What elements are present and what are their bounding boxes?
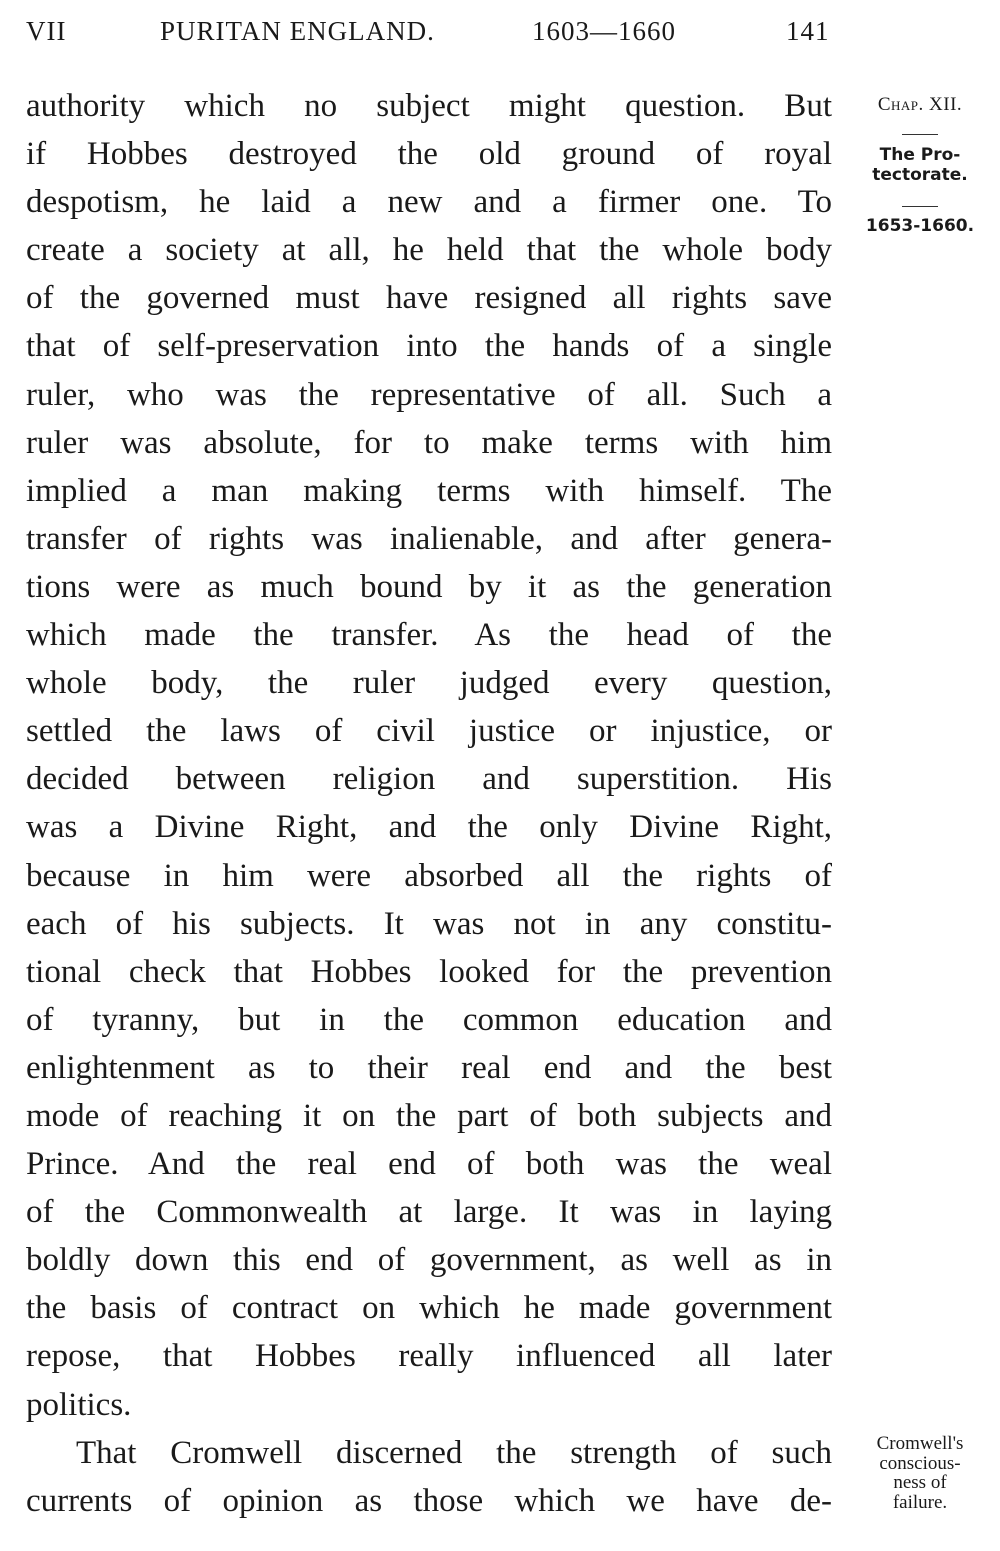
margin-divider: [902, 206, 938, 207]
text-line: of the governed must have resigned all rights save: [26, 280, 832, 317]
text-line: settled the laws of civil justice or injustice, or: [26, 713, 832, 750]
body-text: [26, 82, 832, 1525]
text-line: mode of reaching it on the part of both subjects and: [26, 1097, 832, 1134]
text-line: implied a man making terms with himself. The: [26, 472, 832, 509]
text-line: of the Commonwealth at large. It was in laying: [26, 1194, 832, 1231]
text-line: create a society at all, he held that the whole body: [26, 232, 832, 269]
paragraph-start-line: That Cromwell discerned the strength of such: [76, 1434, 832, 1471]
text-line: of tyranny, but in the common education and: [26, 1001, 832, 1038]
text-line: authority which no subject might question. But: [26, 88, 832, 124]
text-line: tions were as much bound by it as the generation: [26, 568, 832, 605]
text-line: ruler was absolute, for to make terms with him: [26, 424, 832, 461]
margin-subject-line: tectorate.: [872, 165, 968, 185]
text-line: ruler, who was the representative of all. Such a: [26, 376, 832, 413]
text-line: repose, that Hobbes really influenced all later: [26, 1338, 832, 1375]
text-line: if Hobbes destroyed the old ground of royal: [26, 136, 832, 173]
margin-divider: [902, 134, 938, 135]
text-line: because in him were absorbed all the rights of: [26, 857, 832, 894]
paragraph-end-line: politics.: [26, 1386, 132, 1423]
margin-chapter-label: [850, 94, 990, 116]
text-line: whole body, the ruler judged every question,: [26, 665, 832, 702]
margin-chapter-text: Chap. XII.: [877, 94, 963, 115]
header-year-range: 1603—1660: [532, 16, 676, 46]
text-line: enlightenment as to their real end and the best: [26, 1049, 832, 1086]
margin-note-line: failure.: [892, 1491, 948, 1513]
header-chapter-number: VII: [26, 16, 67, 46]
text-line: that of self-preservation into the hands of a single: [26, 328, 832, 365]
margin-note: [850, 1434, 990, 1512]
text-line: boldly down this end of government, as well as in: [26, 1242, 832, 1279]
margin-year-range: 1653-1660.: [865, 216, 975, 236]
margin-subject-heading: [850, 145, 990, 185]
text-line: the basis of contract on which he made government: [26, 1290, 832, 1327]
margin-note-line: Cromwell's: [876, 1433, 964, 1454]
running-header: [0, 16, 1000, 56]
text-line: was a Divine Right, and the only Divine Right,: [26, 809, 832, 846]
text-line: which made the transfer. As the head of the: [26, 617, 832, 654]
text-line: Prince. And the real end of both was the weal: [26, 1146, 832, 1183]
header-page-number: 141: [786, 16, 830, 46]
text-line: currents of opinion as those which we have de-: [26, 1482, 832, 1519]
margin-subject-line: The Pro-: [879, 145, 961, 165]
margin-note-line: ness of: [893, 1472, 947, 1493]
text-line: despotism, he laid a new and a firmer one. To: [26, 184, 832, 221]
text-line: decided between religion and superstition. His: [26, 761, 832, 798]
text-line: transfer of rights was inalienable, and after genera-: [26, 520, 832, 557]
text-line: each of his subjects. It was not in any constitu-: [26, 905, 832, 942]
header-book-title: PURITAN ENGLAND.: [160, 16, 435, 46]
text-line: tional check that Hobbes looked for the prevention: [26, 953, 832, 990]
margin-note-line: conscious-: [879, 1452, 961, 1474]
